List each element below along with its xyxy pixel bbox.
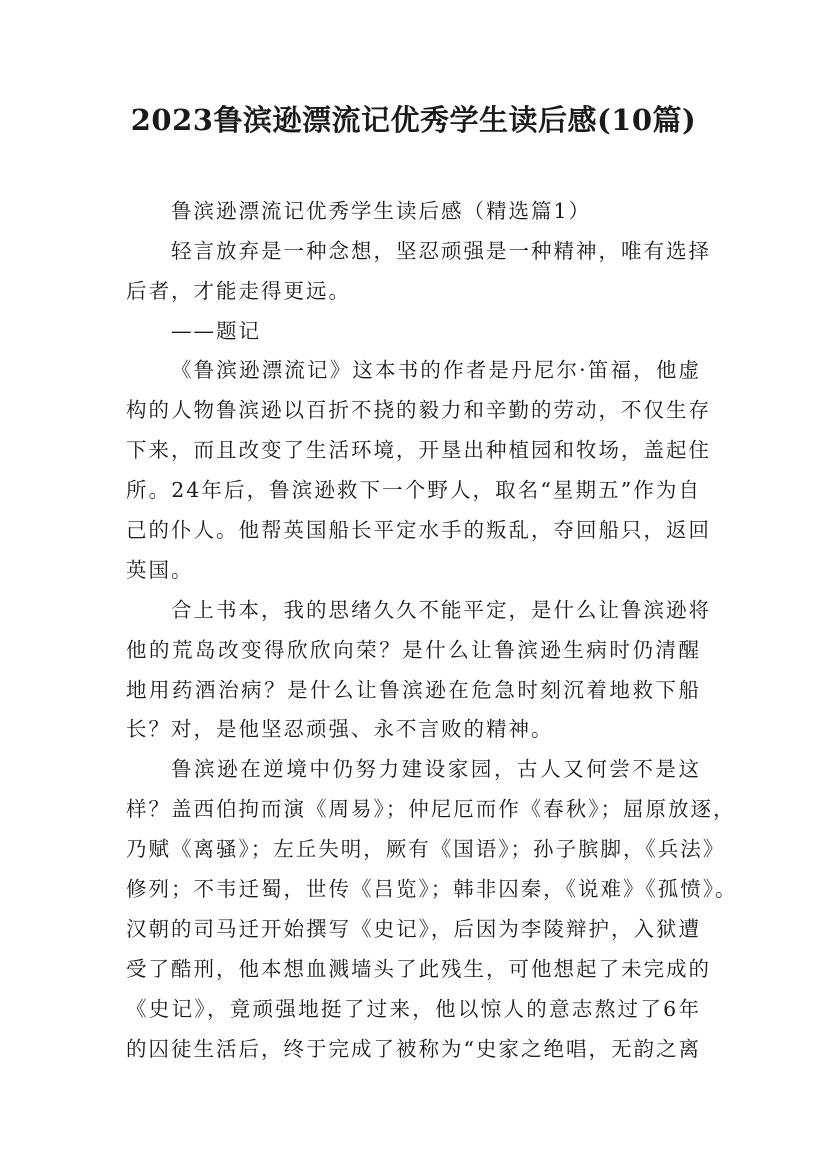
paragraph-line: 《鲁滨逊漂流记》这本书的作者是丹尼尔·笛福，他虚 [171,358,701,382]
paragraph-line: 鲁滨逊在逆境中仍努力建设家园，古人又何尝不是这 [171,757,701,781]
paragraph-line: 构的人物鲁滨逊以百折不挠的毅力和辛勤的劳动，不仅生存 [126,398,711,422]
paragraph-line: 受了酷刑，他本想血溅墙头了此残生，可他想起了未完成的 [126,957,711,981]
paragraph-line: 地用药酒治病？是什么让鲁滨逊在危急时刻沉着地救下船 [126,678,701,702]
paragraph-line: 合上书本，我的思绪久久不能平定，是什么让鲁滨逊将 [171,598,711,622]
page-title: 2023鲁滨逊漂流记优秀学生读后感(10篇) [130,103,697,137]
section-heading: 鲁滨逊漂流记优秀学生读后感（精选篇1） [171,199,592,223]
epigraph-attribution: ——题记 [171,319,261,343]
paragraph-line: 后者，才能走得更远。 [126,279,351,303]
paragraph-line: 乃赋《离骚》；左丘失明，厥有《国语》；孙子膑脚，《兵法》 [126,837,726,861]
paragraph-line: 轻言放弃是一种念想，坚忍顽强是一种精神，唯有选择 [171,239,711,263]
paragraph-line: 己的仆人。他帮英国船长平定水手的叛乱，夺回船只，返回 [126,518,711,542]
paragraph-line: 《史记》，竟顽强地挺了过来，他以惊人的意志熬过了6年 [126,997,701,1021]
paragraph-line: 的囚徒生活后，终于完成了被称为“史家之绝唱，无韵之离 [126,1037,701,1061]
paragraph-line: 汉朝的司马迁开始撰写《史记》，后因为李陵辩护，入狱遭 [126,917,701,941]
paragraph-line: 所。24年后，鲁滨逊救下一个野人，取名“星期五”作为自 [126,478,701,502]
paragraph-line: 样？盖西伯拘而演《周易》；仲尼厄而作《春秋》；屈原放逐， [126,797,736,821]
paragraph-line: 修列；不韦迁蜀，世传《吕览》；韩非囚秦，《说难》《孤愤》。 [126,877,738,901]
paragraph-line: 英国。 [126,558,194,582]
paragraph-line: 他的荒岛改变得欣欣向荣？是什么让鲁滨逊生病时仍清醒 [126,638,701,662]
paragraph-line: 下来，而且改变了生活环境，开垦出种植园和牧场，盖起住 [126,438,711,462]
paragraph-line: 长？对，是他坚忍顽强、永不言败的精神。 [126,717,554,741]
